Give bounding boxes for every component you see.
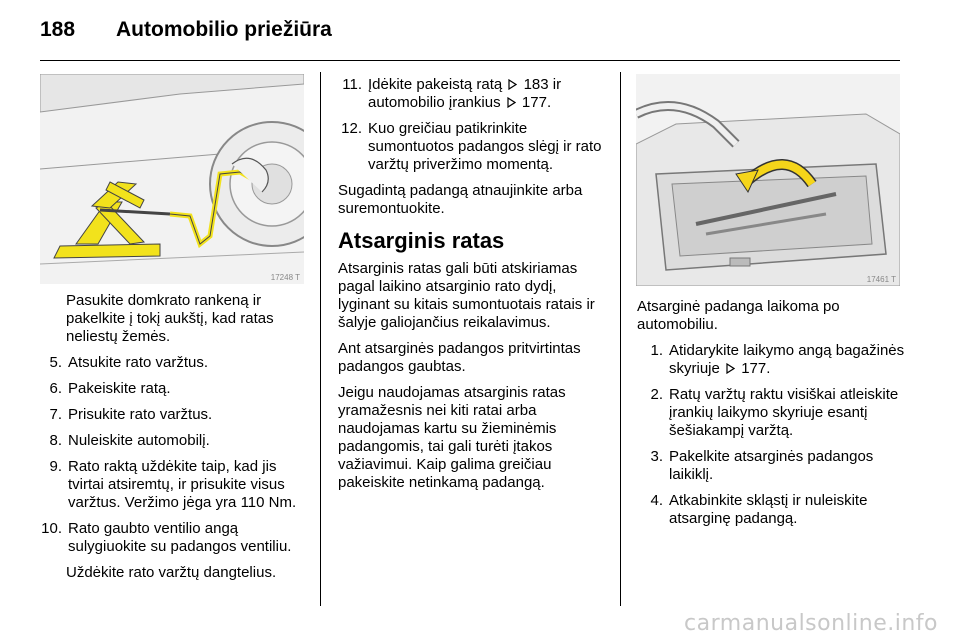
list-item: 7. Prisukite rato varžtus. xyxy=(49,406,213,423)
list-item: 5. Atsukite rato varžtus. xyxy=(49,354,209,371)
figure-label: 17248 T xyxy=(270,273,300,282)
page-number: 188 xyxy=(40,18,76,41)
figure-label: 17461 T xyxy=(866,275,896,284)
column-divider-2 xyxy=(620,72,621,606)
page-reference-icon xyxy=(726,363,735,374)
column-divider-1 xyxy=(320,72,321,606)
list-item: 2. Ratų varžtų raktu visiškai atleiskite įrankių laikymo skyriuje esantį šešiakampį varžtą. xyxy=(650,386,899,439)
right-column xyxy=(637,298,905,536)
step10-note: Uždėkite rato varžtų dangtelius. xyxy=(66,564,277,581)
list-item: 3. Pakelkite atsarginės padangos laikiklį. xyxy=(650,448,874,483)
trunk-illustration xyxy=(636,74,900,286)
list-item: 9. Rato raktą uždėkite taip, kad jis tvirtai atsiremtų, ir prisukite visus varžtus. Veržimo jėga yra 110 Nm. xyxy=(49,458,297,511)
paragraph: Ant atsarginės padangos pritvirtintas padangos gaubtas. xyxy=(338,340,581,375)
repair-note: Sugadintą padangą atnaujinkite arba suremontuokite. xyxy=(338,182,583,217)
page-reference-icon xyxy=(507,97,516,108)
middle-steps xyxy=(338,76,606,174)
paragraph: Jeigu naudojamas atsarginis ratas yramažesnis nei kiti ratai arba naudojamas kartu su žieminėmis padangomis, tai gali turėti įtakos važiavimui. Kaip galima greičiau pakeiskite netinkamą padangą. xyxy=(338,384,566,491)
list-item: 1. Atidarykite laikymo angą bagažinės skyriuje 177. xyxy=(650,342,905,377)
left-intro: Pasukite domkrato rankeną ir pakelkite į tokį aukštį, kad ratas neliestų žemės. xyxy=(66,292,274,345)
right-steps xyxy=(637,342,905,528)
paragraph: Atsarginis ratas gali būti atskiriamas pagal laikino atsarginio rato dydį, lyginant su kitais sumontuotais ratais ir šalyje galiojančius reikalavimus. xyxy=(338,260,595,331)
right-intro: Atsarginė padanga laikoma po automobiliu. xyxy=(637,298,840,333)
left-column xyxy=(40,292,308,590)
list-item: 6. Pakeiskite ratą. xyxy=(49,380,171,397)
header-rule xyxy=(40,60,900,61)
left-steps xyxy=(40,354,308,556)
list-item: 4. Atkabinkite skląstį ir nuleiskite atsarginę padangą. xyxy=(650,492,868,527)
middle-column xyxy=(338,76,606,500)
watermark: carmanualsonline.info xyxy=(684,611,938,636)
list-item: 10. Rato gaubto ventilio angą sulygiuokite su padangos ventiliu. xyxy=(41,520,292,555)
page-header xyxy=(40,18,332,42)
list-item: 8. Nuleiskite automobilį. xyxy=(49,432,210,449)
section-heading: Atsarginis ratas xyxy=(338,228,505,253)
jack-illustration xyxy=(40,74,304,284)
page-title: Automobilio priežiūra xyxy=(116,18,332,41)
list-item: 11. Įdėkite pakeistą ratą 183 ir automobilio įrankius 177. xyxy=(342,76,562,111)
list-item: 12. Kuo greičiau patikrinkite sumontuotos padangos slėgį ir rato varžtų priveržimo momentą. xyxy=(341,120,602,173)
page-reference-icon xyxy=(508,79,517,90)
